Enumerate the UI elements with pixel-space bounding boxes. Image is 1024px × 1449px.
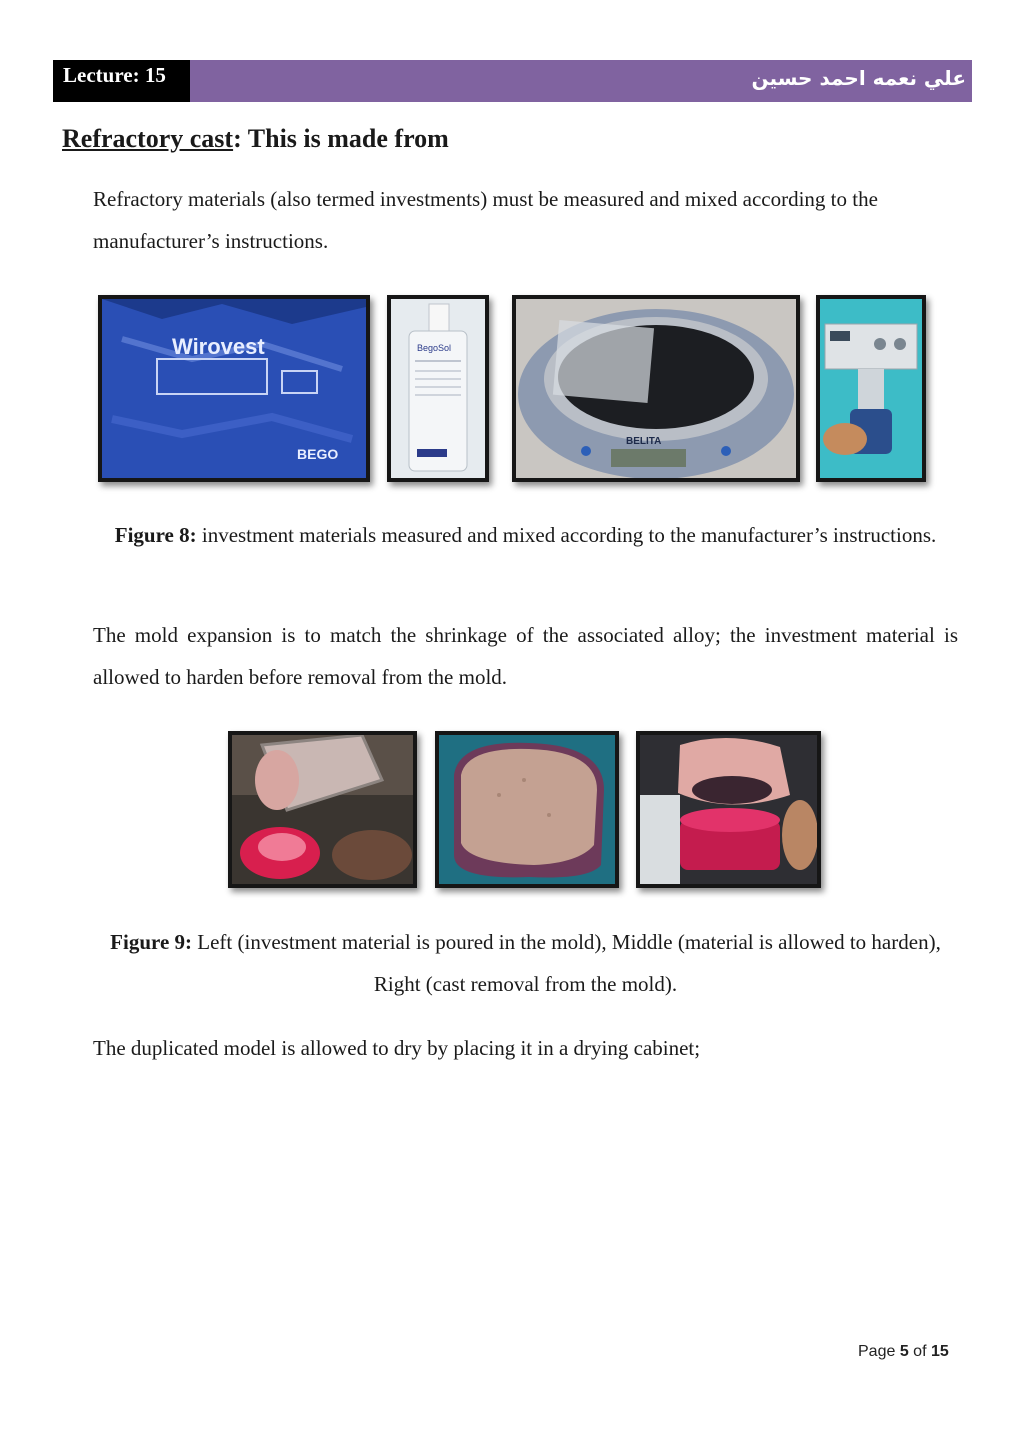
section-title-underlined: Refractory cast bbox=[62, 124, 234, 153]
author-name: علي نعمه احمد حسين bbox=[751, 66, 966, 90]
page-current: 5 bbox=[899, 1343, 909, 1360]
photo-pouring-investment bbox=[228, 731, 417, 888]
photo-vacuum-mixer bbox=[816, 295, 926, 482]
bag-maker-text: BEGO bbox=[297, 446, 339, 462]
figure9-caption bbox=[93, 921, 958, 1005]
bag-brand-text: Wirovest bbox=[172, 334, 265, 359]
page-prefix: Page bbox=[858, 1343, 900, 1360]
paragraph-drying: The duplicated model is allowed to dry by placing it in a drying cabinet; bbox=[93, 1036, 701, 1060]
photo-digital-scale bbox=[512, 295, 800, 482]
photo-hardening-material bbox=[435, 731, 619, 888]
page-total: 15 bbox=[930, 1343, 949, 1360]
paragraph-refractory: Refractory materials (also termed investments) must be measured and mixed according to the manufacturer’s instructions. bbox=[93, 187, 878, 253]
page-number bbox=[858, 1343, 949, 1361]
figure8-label: Figure 8: bbox=[114, 523, 197, 547]
lecture-label: Lecture: 15 bbox=[53, 60, 190, 102]
page-of: of bbox=[908, 1343, 931, 1360]
bottle-label-text: BegoSol bbox=[417, 343, 452, 353]
figure8-text: investment materials measured and mixed according to the manufacturer’s instructions. bbox=[196, 523, 937, 547]
photo-liquid-bottle bbox=[387, 295, 489, 482]
figure9-text: Left (investment material is poured in the mold), Middle (material is allowed to harden), Right (cast removal from the mold). bbox=[192, 930, 941, 996]
section-title bbox=[62, 124, 449, 154]
photo-investment-bag bbox=[98, 295, 370, 482]
figure8-caption bbox=[93, 514, 958, 556]
paragraph-mold-expansion: The mold expansion is to match the shrinkage of the associated alloy; the investment material is allowed to harden before removal from the mold. bbox=[93, 623, 958, 689]
scale-brand-text: BELITA bbox=[626, 436, 662, 447]
photo-cast-removal bbox=[636, 731, 821, 888]
section-title-rest: : This is made from bbox=[233, 124, 449, 153]
figure9-label: Figure 9: bbox=[110, 930, 193, 954]
